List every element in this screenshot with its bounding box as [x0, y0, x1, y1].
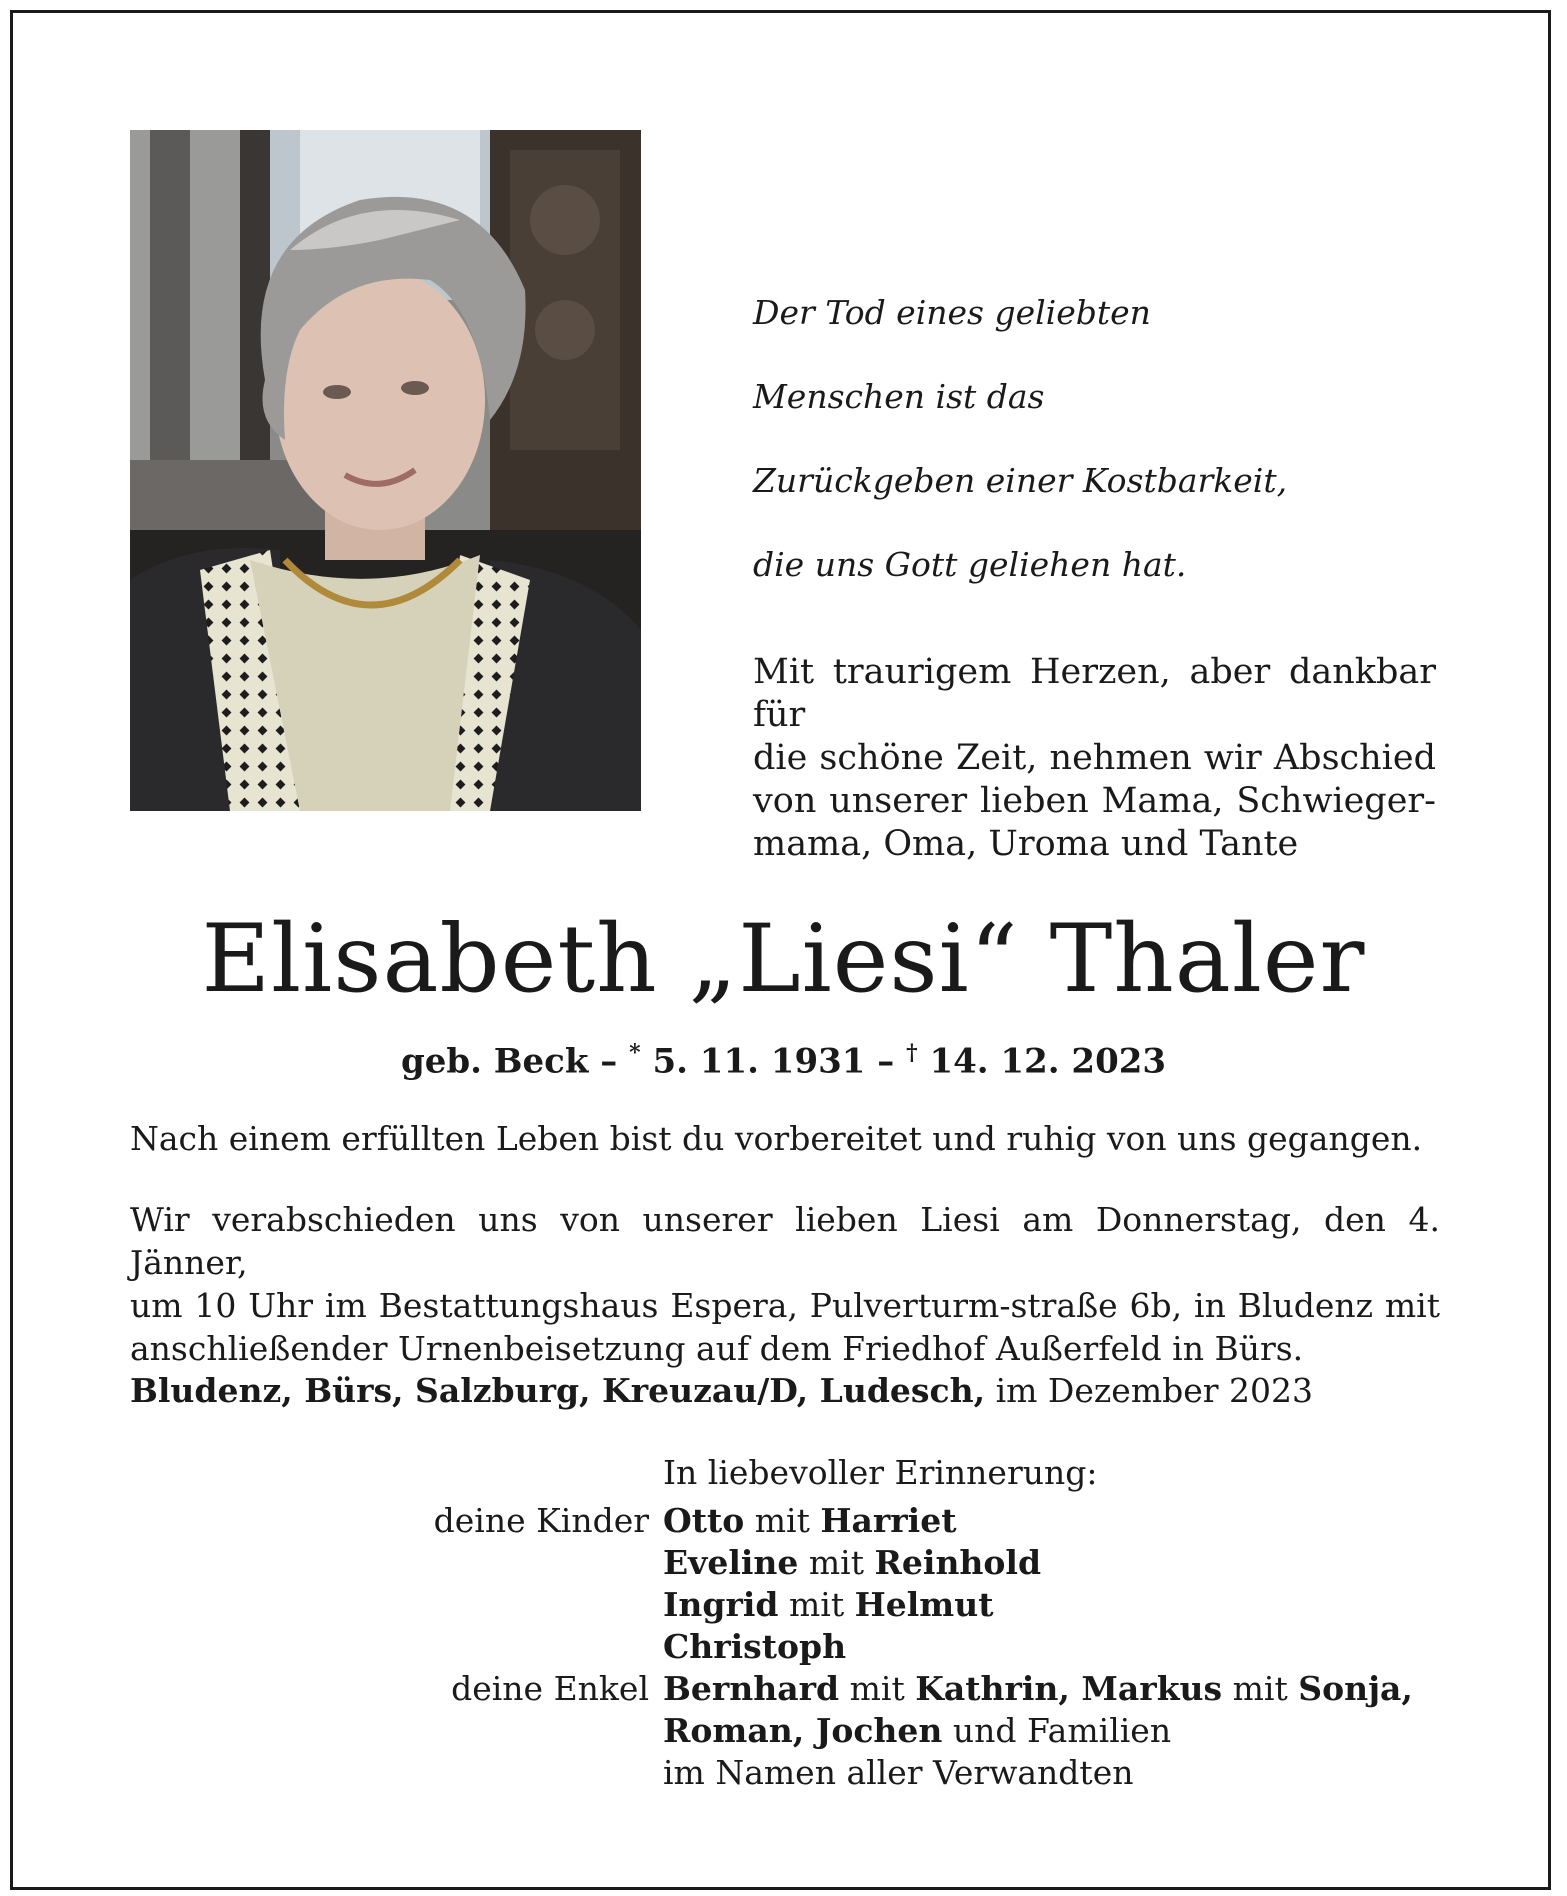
quote-line: Der Tod eines geliebten — [753, 293, 1151, 332]
portrait-photo — [130, 130, 641, 811]
family-row — [0, 1752, 1567, 1794]
family-connector: mit — [744, 1501, 821, 1540]
family-name: Kathrin, Markus — [915, 1669, 1223, 1708]
family-name: Eveline — [663, 1543, 799, 1582]
deceased-name: Elisabeth „Liesi“ Thaler — [201, 905, 1366, 1014]
family-name: Christoph — [663, 1627, 847, 1666]
intro-line: Mit traurigem Herzen, aber dankbar für — [753, 652, 1436, 735]
quote-line: die uns Gott geliehen hat. — [753, 545, 1187, 584]
family-connector: mit — [798, 1543, 875, 1582]
family-connector: mit — [1222, 1669, 1299, 1708]
funeral-line: anschließender Urnenbeisetzung auf dem Friedhof Außerfeld in Bürs. — [130, 1329, 1304, 1368]
family-name: Harriet — [820, 1501, 957, 1540]
intro-line: von unserer lieben Mama, Schwieger- — [753, 781, 1436, 821]
family-name: Bernhard — [663, 1669, 840, 1708]
family-name: Reinhold — [874, 1543, 1042, 1582]
family-row — [0, 1542, 1567, 1584]
places-names: Bludenz, Bürs, Salzburg, Kreuzau/D, Ludesch, — [130, 1371, 986, 1410]
quote-line: Zurückgeben einer Kostbarkeit, — [753, 461, 1288, 500]
family-row — [0, 1584, 1567, 1626]
family-row — [0, 1668, 1567, 1710]
family-connector: mit — [778, 1585, 855, 1624]
funeral-line: Wir verabschieden uns von unserer lieben Liesi am Donnerstag, den 4. Jänner, — [130, 1200, 1440, 1282]
family-name: Otto — [663, 1501, 745, 1540]
intro-text — [753, 651, 1436, 866]
birth-date: 5. 11. 1931 – — [640, 1041, 895, 1082]
quote-line: Menschen ist das — [753, 377, 1045, 416]
funeral-line: um 10 Uhr im Bestattungshaus Espera, Pulverturm-straße 6b, in Bludenz mit — [130, 1286, 1440, 1325]
funeral-paragraph — [130, 1198, 1440, 1370]
children-label: deine Kinder — [433, 1501, 649, 1540]
family-row — [0, 1500, 1567, 1542]
life-dates — [0, 1032, 1567, 1082]
memorial-quote — [753, 250, 1287, 628]
family-name: Helmut — [854, 1585, 994, 1624]
family-row — [0, 1626, 1567, 1668]
death-symbol: † — [906, 1040, 918, 1066]
family-connector: und Familien — [942, 1711, 1172, 1750]
birth-symbol: * — [629, 1040, 641, 1066]
family-name: Sonja, — [1298, 1669, 1413, 1708]
intro-line: mama, Oma, Uroma und Tante — [753, 824, 1299, 864]
grandchildren-label: deine Enkel — [451, 1669, 649, 1708]
maiden-name: geb. Beck – — [400, 1041, 618, 1082]
closing-line: im Namen aller Verwandten — [663, 1753, 1134, 1792]
places-date: im Dezember 2023 — [985, 1371, 1314, 1410]
places-line — [130, 1369, 1440, 1412]
intro-line: die schöne Zeit, nehmen wir Abschied — [753, 738, 1436, 778]
death-date: 14. 12. 2023 — [917, 1041, 1167, 1082]
family-row — [0, 1710, 1567, 1752]
family-list — [0, 1500, 1567, 1794]
family-name: Ingrid — [663, 1585, 779, 1624]
memory-heading: In liebevoller Erinnerung: — [663, 1453, 1098, 1492]
family-connector: mit — [839, 1669, 916, 1708]
family-name: Roman, Jochen — [663, 1711, 943, 1750]
life-paragraph: Nach einem erfüllten Leben bist du vorbereitet und ruhig von uns gegangen. — [130, 1119, 1423, 1158]
